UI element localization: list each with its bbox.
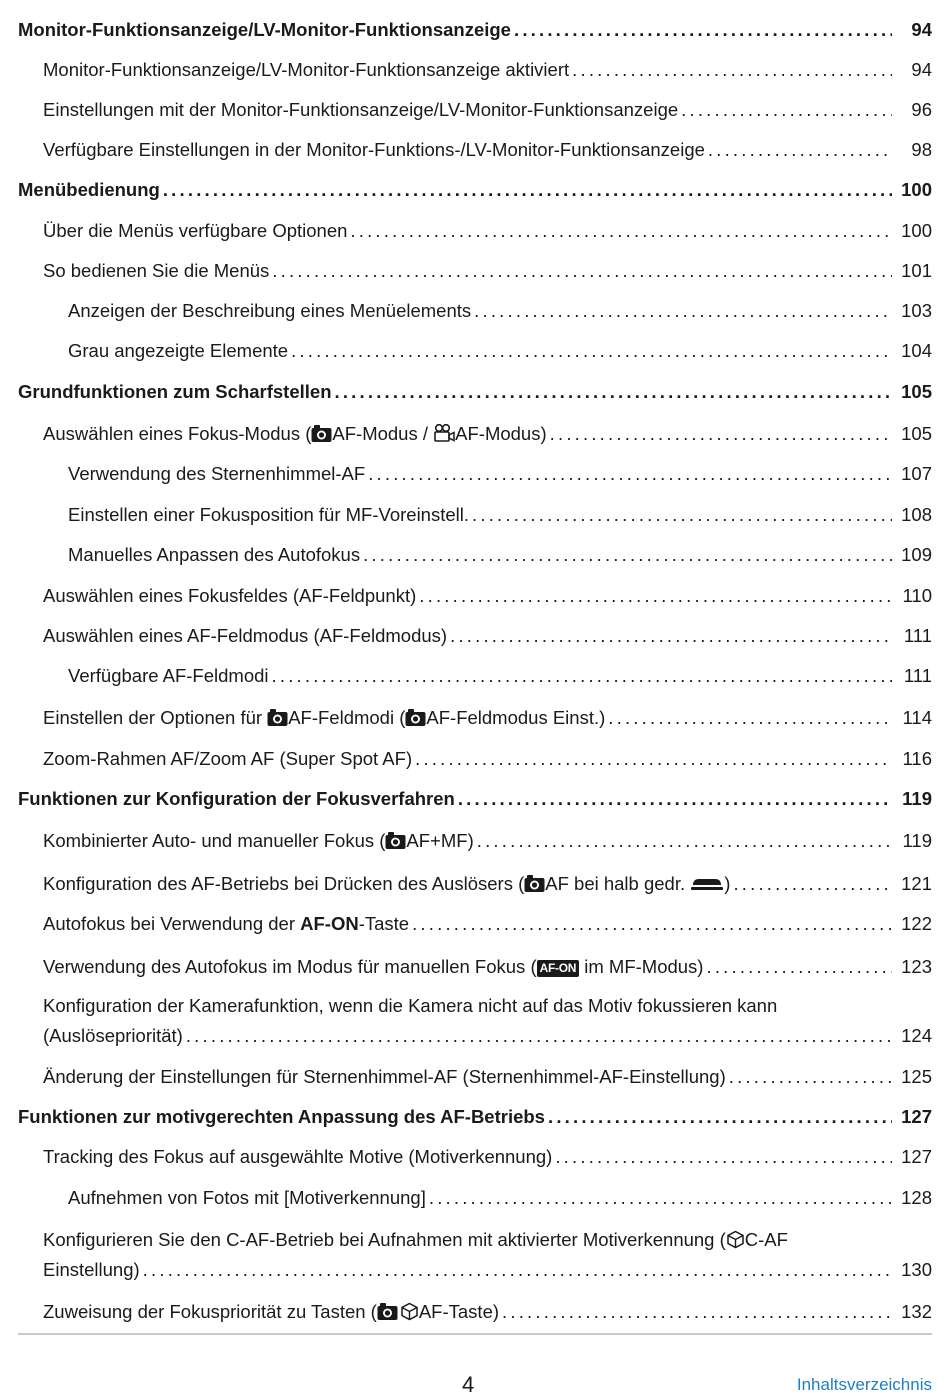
toc-entry-title: Funktionen zur Konfiguration der Fokusverfahren [18,788,455,809]
toc-entry-page: 124 [901,1025,932,1046]
leader-dots [350,219,892,243]
leader-dots [477,829,892,853]
subject-detection-icon [726,1230,745,1249]
toc-entry-page: 130 [901,1259,932,1280]
title-text: Konfigurieren Sie den C-AF-Betrieb bei Aufnahmen mit aktivierter Motiverkennung ( [43,1229,726,1250]
toc-entry-page: 122 [901,913,932,934]
toc-entry[interactable] [18,1186,932,1210]
toc-entry-title: Monitor-Funktionsanzeige/LV-Monitor-Funktionsanzeige [18,19,511,40]
title-text: AF-Feldmodi ( [288,707,406,728]
movie-camera-icon [433,423,455,443]
leader-dots [733,872,892,896]
leader-dots [458,787,892,811]
toc-entry-title: So bedienen Sie die Menüs [43,260,270,281]
toc-entry-title [43,829,474,853]
toc-entry-page: 127 [901,1146,932,1167]
toc-entry-title: Menübedienung [18,179,160,200]
leader-dots [429,1186,892,1210]
toc-entry-title: Verwendung des Sternenhimmel-AF [68,463,366,484]
toc-entry-title: Funktionen zur motivgerechten Anpassung des AF-Betriebs [18,1106,545,1127]
toc-entry-title: Zoom-Rahmen AF/Zoom AF (Super Spot AF) [43,748,413,769]
leader-dots [363,543,892,567]
title-text: Verwendung des Autofokus im Modus für manuellen Fokus ( [43,956,537,977]
toc-link[interactable]: Inhaltsverzeichnis [796,1375,932,1394]
leader-dots [472,503,892,527]
toc-entry-page: 119 [902,788,932,809]
title-text: Auswählen eines Fokus-Modus ( [43,423,312,444]
shutter-half-press-icon [690,877,724,893]
still-camera-icon [385,831,406,850]
toc-entry-page: 128 [901,1187,932,1208]
toc-entry-page: 127 [901,1106,932,1127]
toc-entry-page: 98 [911,139,932,160]
page-number: 4 [462,1372,475,1397]
title-text: -Taste [358,913,410,934]
toc-entry-title: Einstellungen mit der Monitor-Funktionsanzeige/LV-Monitor-Funktionsanzeige [43,99,679,120]
title-text: AF-Modus / [332,423,434,444]
leader-dots [163,178,892,202]
still-camera-icon [405,708,426,727]
title-text: Kombinierter Auto- und manueller Fokus ( [43,830,386,851]
toc-entry-page: 114 [902,707,932,728]
leader-dots [412,912,892,936]
toc-entry-page: 104 [901,340,932,361]
toc-entry-title: Grau angezeigte Elemente [68,340,289,361]
toc-entry-title: Anzeigen der Beschreibung eines Menüelements [68,300,472,321]
toc-entry[interactable] [18,1226,932,1282]
title-text: Einstellen der Optionen für [43,707,268,728]
leader-dots [514,18,892,42]
toc-entry[interactable] [18,1145,932,1169]
toc-entry-title [43,706,605,730]
subject-detection-icon [400,1302,419,1321]
toc-entry[interactable] [18,1065,932,1089]
leader-dots [608,706,892,730]
toc-entry-title [43,1300,499,1324]
toc-entry-title: Grundfunktionen zum Scharfstellen [18,381,332,402]
toc-entry[interactable] [18,178,932,202]
leader-dots [706,955,892,979]
still-camera-icon [311,424,332,443]
toc-entry[interactable] [18,58,932,82]
toc-entry-title: Verfügbare AF-Feldmodi [68,665,269,686]
toc-entry[interactable] [18,706,932,730]
toc-entry-title [43,1226,932,1254]
leader-dots [335,380,893,404]
toc-entry-page: 109 [901,544,932,565]
toc-entry[interactable] [18,955,932,979]
toc-entry-title [43,422,547,446]
title-text: Konfiguration des AF-Betriebs bei Drücken des Auslösers ( [43,873,525,894]
leader-dots [572,58,892,82]
toc-entry-page: 105 [901,381,932,402]
toc-entry[interactable] [18,299,932,323]
toc-entry[interactable] [18,503,932,527]
toc-entry-page: 108 [901,504,932,525]
toc-entry-title: Einstellung) [43,1259,140,1280]
toc-entry-page: 94 [911,59,932,80]
leader-dots [419,584,892,608]
toc-entry[interactable] [18,1105,932,1129]
toc-entry-title [43,912,409,936]
toc-entry-page: 103 [901,300,932,321]
title-text: Zuweisung der Fokuspriorität zu Tasten ( [43,1301,377,1322]
toc-entry-page: 125 [901,1066,932,1087]
title-text: AF-Feldmodus Einst.) [426,707,606,728]
toc-entry-page: 96 [911,99,932,120]
toc-entry[interactable] [18,98,932,122]
leader-dots [143,1258,892,1282]
af-on-label: AF-ON [300,913,359,934]
toc-entry-page: 121 [901,873,932,894]
toc-entry-title [43,872,730,896]
leader-dots [502,1300,892,1324]
toc-entry-page: 123 [901,956,932,977]
toc-entry-page: 94 [911,19,932,40]
toc-entry-title: Tracking des Fokus auf ausgewählte Motive (Motiverkennung) [43,1146,553,1167]
toc-entry[interactable] [18,543,932,567]
leader-dots [415,747,892,771]
title-text: AF-Modus) [455,423,547,444]
toc-entry[interactable] [18,912,932,936]
toc-entry[interactable] [18,462,932,486]
toc-entry-title: Auswählen eines Fokusfeldes (AF-Feldpunkt) [43,585,417,606]
af-on-badge: AF-ON [537,960,580,977]
toc-entry-title: Konfiguration der Kamerafunktion, wenn die Kamera nicht auf das Motiv fokussieren kann [43,995,778,1016]
toc-entry[interactable] [18,584,932,608]
still-camera-icon [524,874,545,893]
title-text: AF bei halb gedr. [545,873,691,894]
title-text: C-AF [744,1229,788,1250]
toc-entry-title: Auswählen eines AF-Feldmodus (AF-Feldmodus) [43,625,448,646]
leader-dots [708,138,892,162]
leader-dots [272,259,892,283]
toc-entry-title: Aufnehmen von Fotos mit [Motiverkennung] [68,1187,426,1208]
leader-dots [681,98,892,122]
toc-entry-page: 100 [901,220,932,241]
toc-entry-page: 101 [901,260,932,281]
footer-divider [18,1333,932,1335]
leader-dots [474,299,892,323]
toc-entry[interactable] [18,624,932,648]
toc-entry[interactable] [18,992,932,1048]
toc-entry[interactable] [18,219,932,243]
leader-dots [450,624,892,648]
toc-entry-page: 100 [901,179,932,200]
toc-entry[interactable] [18,829,932,853]
toc-entry[interactable] [18,747,932,771]
toc-entry-page: 132 [901,1301,932,1322]
toc-entry[interactable] [18,664,932,688]
toc-entry-page: 119 [902,830,932,851]
toc-entry-title: Manuelles Anpassen des Autofokus [68,544,361,565]
title-text: im MF-Modus) [579,956,704,977]
leader-dots [729,1065,892,1089]
toc-entry[interactable] [18,18,932,42]
title-text: AF-Taste) [418,1301,500,1322]
leader-dots [548,1105,892,1129]
toc-entry-title: (Auslösepriorität) [43,1025,183,1046]
toc-entry-page: 116 [902,748,932,769]
toc-entry[interactable] [18,787,932,811]
toc-entry-page: 110 [902,585,932,606]
toc-entry[interactable] [18,259,932,283]
leader-dots [291,339,892,363]
toc-entry-page: 105 [901,423,932,444]
toc-entry-page: 107 [901,463,932,484]
toc-entry-title: Einstellen einer Fokusposition für MF-Voreinstell. [68,504,470,525]
leader-dots [555,1145,892,1169]
title-text: ) [724,873,731,894]
toc-entry-title: Änderung der Einstellungen für Sternenhimmel-AF (Sternenhimmel-AF-Einstellung) [43,1066,726,1087]
toc-entry-title [43,955,703,979]
toc-entry[interactable] [18,872,932,896]
title-text: Autofokus bei Verwendung der [43,913,301,934]
title-text: AF+MF) [406,830,474,851]
toc-entry-title: Verfügbare Einstellungen in der Monitor-Funktions-/LV-Monitor-Funktionsanzeige [43,139,705,160]
leader-dots [550,422,892,446]
toc-entry-title: Monitor-Funktionsanzeige/LV-Monitor-Funktionsanzeige aktiviert [43,59,570,80]
toc-entry-page: 111 [903,665,932,686]
toc-entry[interactable] [18,138,932,162]
leader-dots [186,1024,892,1048]
toc-entry[interactable] [18,1300,932,1324]
still-camera-icon [377,1302,398,1321]
toc-entry[interactable] [18,339,932,363]
leader-dots [368,462,892,486]
toc-entry-title: Über die Menüs verfügbare Optionen [43,220,348,241]
toc-entry[interactable] [18,422,932,446]
still-camera-icon [267,708,288,727]
toc-entry-page: 111 [903,625,932,646]
toc-entry[interactable] [18,380,932,404]
leader-dots [272,664,892,688]
